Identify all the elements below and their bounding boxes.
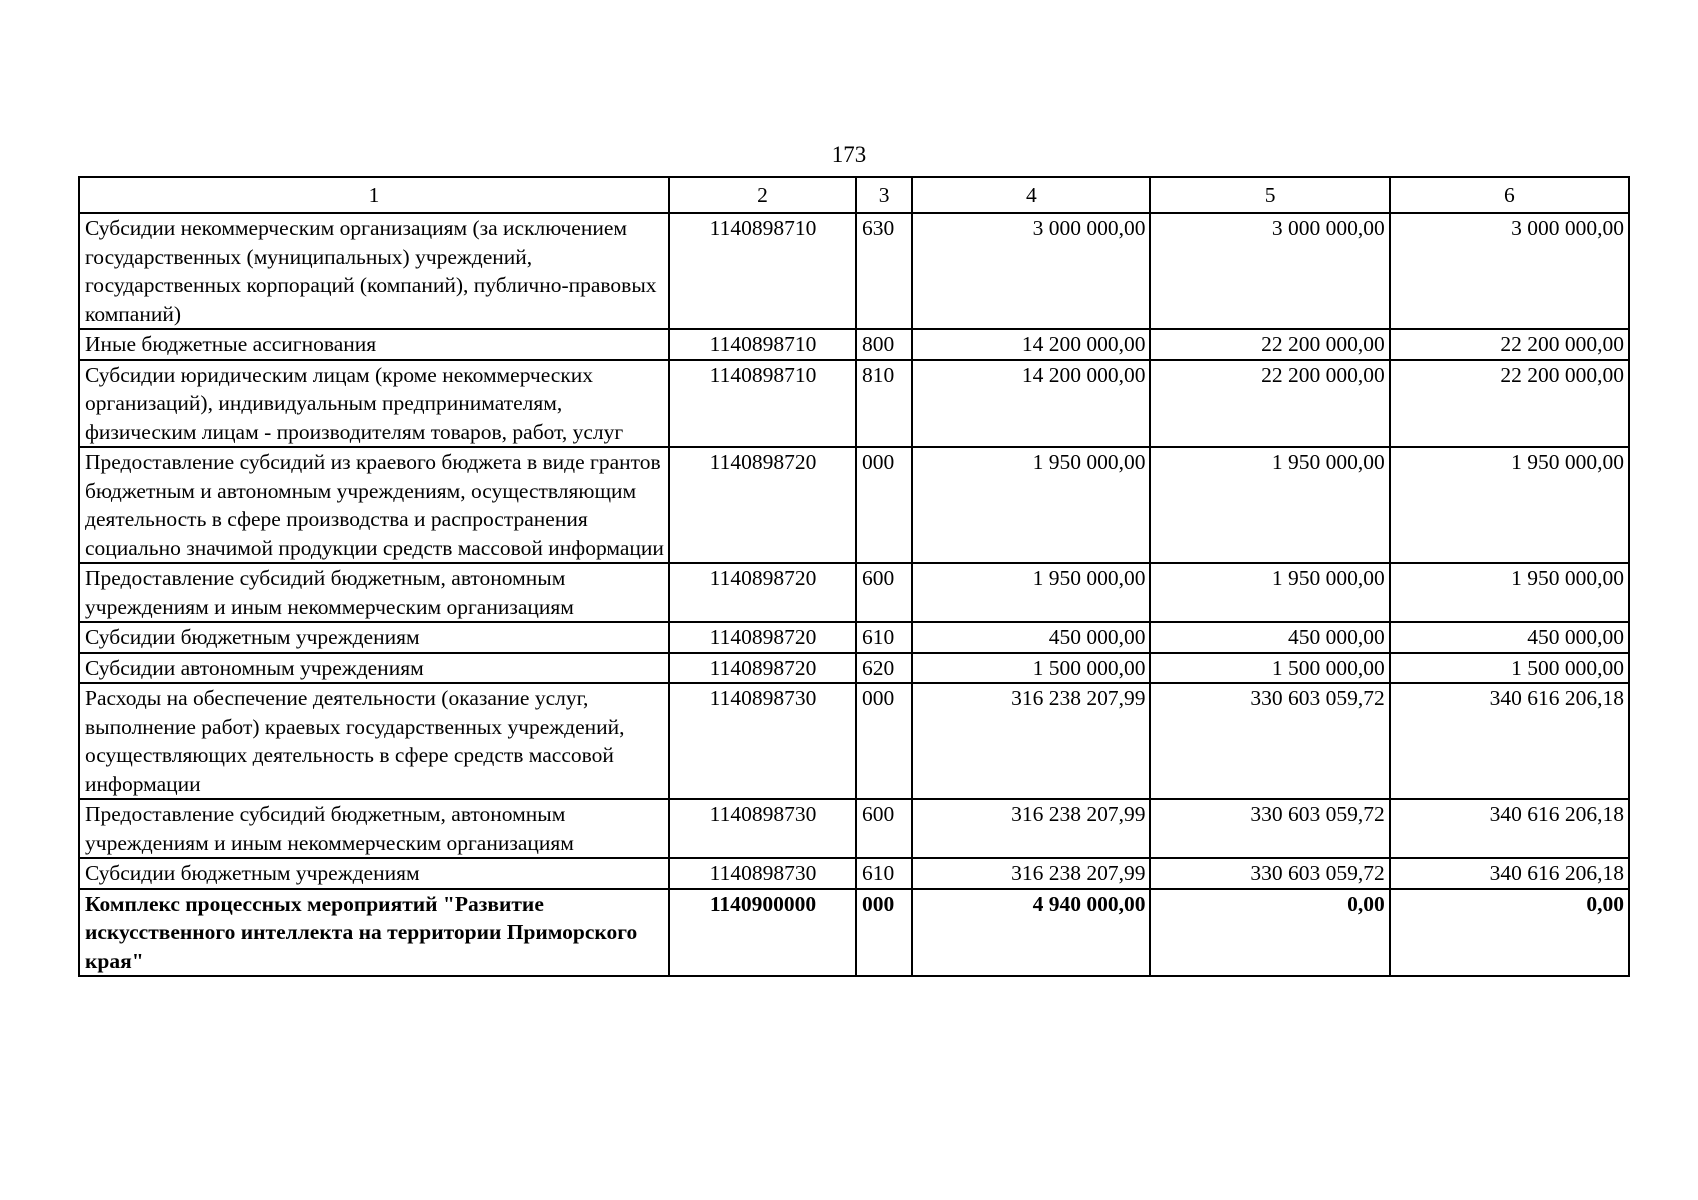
table-row xyxy=(79,799,1629,858)
table-row xyxy=(79,622,1629,653)
row-name: Предоставление субсидий из краевого бюджета в виде грантов бюджетным и автономным учреждениям, осуществляющим деятельность в сфере производства и распространения социально значимой продукции средств массовой информации xyxy=(79,447,669,563)
row-amount-col6: 22 200 000,00 xyxy=(1390,329,1629,360)
table-row-program-complex xyxy=(79,889,1629,977)
row-amount-col6: 340 616 206,18 xyxy=(1390,683,1629,799)
row-expense-type: 810 xyxy=(856,360,912,448)
row-target-code: 1140900000 xyxy=(669,889,856,977)
row-amount-col4: 3 000 000,00 xyxy=(912,213,1150,329)
row-amount-col4: 14 200 000,00 xyxy=(912,329,1150,360)
row-name: Субсидии бюджетным учреждениям xyxy=(79,858,669,889)
row-target-code: 1140898720 xyxy=(669,653,856,684)
row-amount-col5: 22 200 000,00 xyxy=(1150,360,1389,448)
row-amount-col6: 340 616 206,18 xyxy=(1390,799,1629,858)
row-target-code: 1140898720 xyxy=(669,447,856,563)
row-name: Субсидии автономным учреждениям xyxy=(79,653,669,684)
row-amount-col4: 14 200 000,00 xyxy=(912,360,1150,448)
row-expense-type: 600 xyxy=(856,799,912,858)
table-header-row xyxy=(79,177,1629,213)
budget-table xyxy=(78,176,1630,977)
row-name: Предоставление субсидий бюджетным, автономным учреждениям и иным некоммерческим организациям xyxy=(79,799,669,858)
page-number: 173 xyxy=(831,142,867,167)
row-amount-col6: 1 950 000,00 xyxy=(1390,563,1629,622)
column-header: 1 xyxy=(79,177,669,213)
table-row xyxy=(79,213,1629,329)
row-expense-type: 000 xyxy=(856,889,912,977)
column-header: 3 xyxy=(856,177,912,213)
row-amount-col5: 330 603 059,72 xyxy=(1150,858,1389,889)
column-header: 5 xyxy=(1150,177,1389,213)
row-amount-col4: 316 238 207,99 xyxy=(912,683,1150,799)
row-target-code: 1140898710 xyxy=(669,360,856,448)
row-amount-col4: 316 238 207,99 xyxy=(912,799,1150,858)
row-amount-col4: 450 000,00 xyxy=(912,622,1150,653)
row-amount-col5: 3 000 000,00 xyxy=(1150,213,1389,329)
row-amount-col6: 0,00 xyxy=(1390,889,1629,977)
row-amount-col5: 1 950 000,00 xyxy=(1150,563,1389,622)
row-target-code: 1140898730 xyxy=(669,799,856,858)
row-amount-col6: 1 500 000,00 xyxy=(1390,653,1629,684)
row-amount-col4: 1 950 000,00 xyxy=(912,563,1150,622)
row-target-code: 1140898720 xyxy=(669,563,856,622)
column-header: 6 xyxy=(1390,177,1629,213)
row-amount-col6: 340 616 206,18 xyxy=(1390,858,1629,889)
row-amount-col4: 316 238 207,99 xyxy=(912,858,1150,889)
table-row xyxy=(79,447,1629,563)
row-name: Иные бюджетные ассигнования xyxy=(79,329,669,360)
row-expense-type: 000 xyxy=(856,683,912,799)
row-amount-col6: 450 000,00 xyxy=(1390,622,1629,653)
row-amount-col5: 0,00 xyxy=(1150,889,1389,977)
row-amount-col6: 3 000 000,00 xyxy=(1390,213,1629,329)
row-expense-type: 800 xyxy=(856,329,912,360)
row-name: Расходы на обеспечение деятельности (оказание услуг, выполнение работ) краевых государственных учреждений, осуществляющих деятельность в сфере средств массовой информации xyxy=(79,683,669,799)
row-target-code: 1140898710 xyxy=(669,213,856,329)
column-header: 2 xyxy=(669,177,856,213)
row-name: Предоставление субсидий бюджетным, автономным учреждениям и иным некоммерческим организациям xyxy=(79,563,669,622)
row-amount-col5: 22 200 000,00 xyxy=(1150,329,1389,360)
row-name: Субсидии некоммерческим организациям (за исключением государственных (муниципальных) учреждений, государственных корпораций (компаний), публично-правовых компаний) xyxy=(79,213,669,329)
table-row xyxy=(79,360,1629,448)
row-target-code: 1140898730 xyxy=(669,858,856,889)
row-name: Субсидии юридическим лицам (кроме некоммерческих организаций), индивидуальным предпринимателям, физическим лицам - производителям товаров, работ, услуг xyxy=(79,360,669,448)
row-amount-col5: 330 603 059,72 xyxy=(1150,683,1389,799)
row-amount-col5: 450 000,00 xyxy=(1150,622,1389,653)
row-expense-type: 630 xyxy=(856,213,912,329)
row-target-code: 1140898730 xyxy=(669,683,856,799)
table-row xyxy=(79,653,1629,684)
row-amount-col6: 22 200 000,00 xyxy=(1390,360,1629,448)
row-amount-col4: 1 500 000,00 xyxy=(912,653,1150,684)
table-row xyxy=(79,858,1629,889)
row-expense-type: 000 xyxy=(856,447,912,563)
row-amount-col4: 4 940 000,00 xyxy=(912,889,1150,977)
row-amount-col6: 1 950 000,00 xyxy=(1390,447,1629,563)
table-row xyxy=(79,683,1629,799)
column-header: 4 xyxy=(912,177,1150,213)
row-expense-type: 610 xyxy=(856,622,912,653)
row-amount-col5: 1 500 000,00 xyxy=(1150,653,1389,684)
row-name: Комплекс процессных мероприятий "Развитие искусственного интеллекта на территории Приморского края" xyxy=(79,889,669,977)
row-name: Субсидии бюджетным учреждениям xyxy=(79,622,669,653)
row-amount-col5: 330 603 059,72 xyxy=(1150,799,1389,858)
row-expense-type: 620 xyxy=(856,653,912,684)
row-expense-type: 600 xyxy=(856,563,912,622)
row-expense-type: 610 xyxy=(856,858,912,889)
row-amount-col4: 1 950 000,00 xyxy=(912,447,1150,563)
row-amount-col5: 1 950 000,00 xyxy=(1150,447,1389,563)
table-row xyxy=(79,563,1629,622)
table-row xyxy=(79,329,1629,360)
row-target-code: 1140898710 xyxy=(669,329,856,360)
row-target-code: 1140898720 xyxy=(669,622,856,653)
